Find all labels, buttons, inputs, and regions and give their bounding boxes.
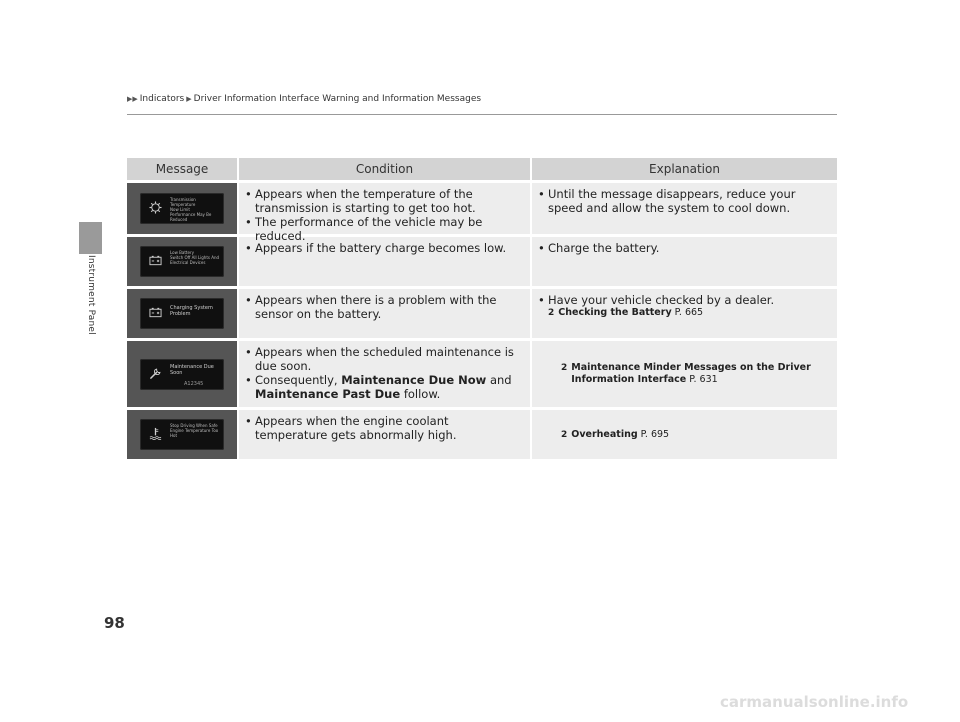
message-image: [127, 289, 237, 338]
message-image: [127, 237, 237, 286]
column-header: Message: [155, 162, 209, 176]
breadcrumb-arrow-icon: ▶: [186, 95, 192, 103]
bullet-item: • Appears when there is a problem with the sensor on the battery.: [245, 293, 497, 321]
screen-line: Maintenance Due Soon: [170, 363, 214, 376]
chapter-tab: [79, 222, 102, 254]
screen-text: [170, 250, 221, 265]
screen-line: Low Battery: [170, 250, 194, 255]
bullet-item: • The performance of the vehicle may be reduced.: [245, 215, 483, 243]
breadcrumb-arrow-icon: ▶▶: [127, 95, 138, 103]
column-header: Explanation: [530, 158, 837, 180]
page-reference-link[interactable]: [548, 307, 831, 319]
bullet-item: • Appears when the scheduled maintenance is due soon.: [245, 345, 514, 373]
condition-cell: [237, 341, 530, 407]
reference-arrow-icon: 2: [561, 363, 568, 373]
screen-line: Performance May Be: [170, 212, 212, 217]
message-image: [127, 183, 237, 234]
screen-line: Electrical Devices: [170, 260, 206, 265]
bullet-item: • Charge the battery.: [538, 241, 660, 255]
display-screen: [140, 193, 224, 224]
column-header: Condition: [237, 158, 530, 180]
breadcrumb-item[interactable]: Indicators: [139, 94, 185, 104]
reference-page: P. 665: [674, 307, 704, 318]
page-number: 98: [104, 614, 125, 632]
bullet-item: • Consequently, Maintenance Due Now and Maintenance Past Due follow.: [245, 373, 512, 401]
message-image: [127, 341, 237, 407]
screen-line: Engine Temperature Too: [170, 428, 219, 433]
reference-title: Checking the Battery: [558, 307, 672, 318]
screen-line: Charging System Problem: [170, 305, 213, 317]
display-screen: [140, 359, 224, 390]
page-reference-link[interactable]: [561, 429, 831, 441]
display-screen: [140, 419, 224, 450]
bullet-item: • Appears when the engine coolant temperature gets abnormally high.: [245, 414, 457, 442]
screen-text: [170, 423, 221, 438]
header-rule: [127, 114, 837, 115]
screen-line: Hot: [170, 433, 178, 438]
explanation-cell: [530, 289, 837, 338]
display-screen: [140, 246, 224, 277]
chapter-label: Instrument Panel: [86, 255, 96, 335]
screen-subtext: A12345: [184, 380, 204, 387]
condition-cell: [237, 237, 530, 286]
battery-icon: [149, 306, 162, 319]
messages-table: [127, 158, 837, 462]
table-header: [127, 158, 837, 180]
reference-page: P. 631: [689, 374, 718, 385]
footer-watermark: carmanualsonline.info: [720, 693, 909, 711]
page-reference-link[interactable]: [561, 362, 831, 386]
display-screen: [140, 298, 224, 329]
table-row: [127, 183, 837, 243]
battery-icon: [149, 254, 162, 267]
screen-line: Stop Driving When Safe: [170, 423, 218, 428]
screen-line: Reduced: [170, 217, 188, 222]
explanation-cell: [530, 237, 837, 286]
condition-cell: [237, 410, 530, 459]
bullet-item: • Until the message disappears, reduce your speed and allow the system to cool down.: [538, 187, 796, 215]
table-row: [127, 341, 837, 407]
wrench-icon: [149, 367, 162, 380]
bullet-item: • Appears when the temperature of the transmission is starting to get too hot.: [245, 187, 476, 215]
reference-arrow-icon: 2: [561, 429, 568, 440]
reference-arrow-icon: 2: [548, 308, 555, 318]
breadcrumb: [127, 94, 481, 104]
bullet-item: • Appears if the battery charge becomes low.: [245, 241, 507, 255]
table-row: [127, 410, 837, 459]
bullet-item: • Have your vehicle checked by a dealer.: [538, 293, 775, 307]
screen-line: Transmission Temperature: [170, 197, 196, 207]
explanation-cell: [530, 183, 837, 234]
screen-text: [170, 364, 221, 387]
reference-title: Maintenance Minder Messages on the Driver Information Interface: [571, 362, 811, 385]
explanation-cell: [530, 341, 837, 407]
table-row: [127, 289, 837, 338]
screen-text: [170, 197, 221, 222]
reference-title: Overheating: [571, 428, 638, 440]
coolant-temp-icon: [149, 427, 162, 440]
screen-line: Switch Off All Lights And: [170, 255, 220, 260]
screen-line: Now Limit: [170, 207, 190, 212]
reference-page: P. 695: [640, 428, 670, 440]
message-image: [127, 410, 237, 459]
explanation-cell: [530, 410, 837, 459]
transmission-temp-icon: [149, 201, 162, 214]
condition-cell: [237, 183, 530, 243]
breadcrumb-item[interactable]: Driver Information Interface Warning and Information Messages: [193, 94, 482, 104]
table-row: [127, 237, 837, 286]
screen-text: [170, 305, 221, 317]
condition-cell: [237, 289, 530, 338]
